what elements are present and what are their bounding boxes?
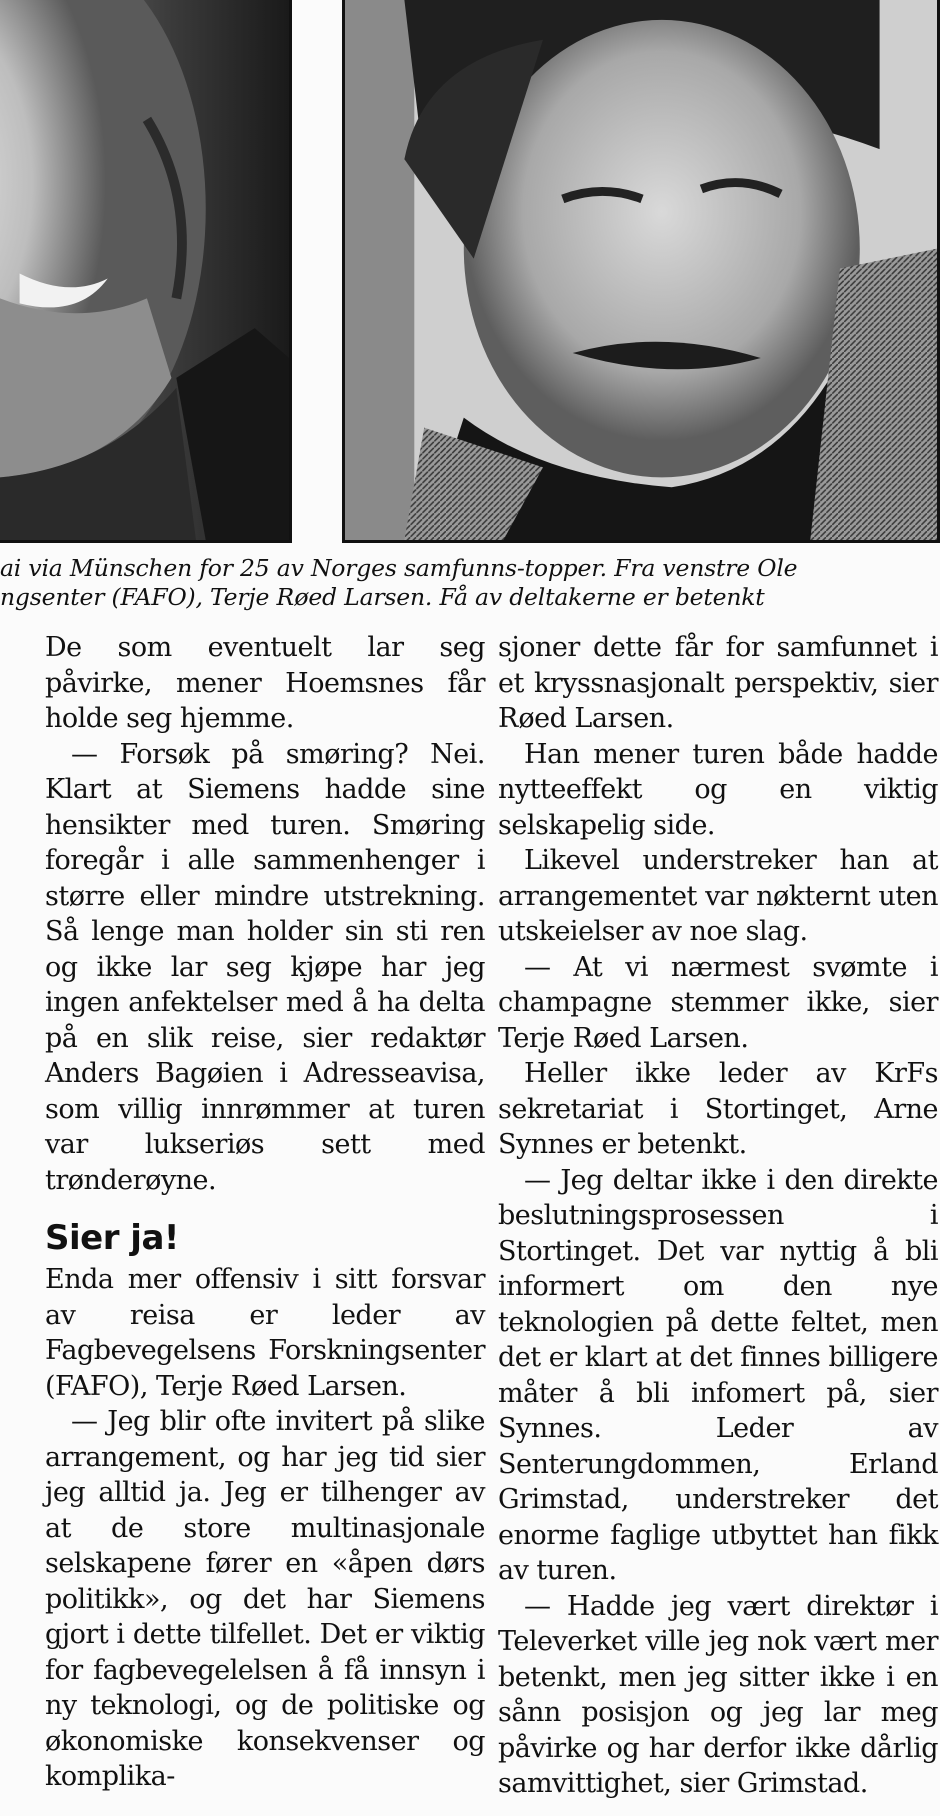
photo-caption-line: ai via Münschen for 25 av Norges samfunns-topper. Fra venstre Ole [0,554,798,582]
article-column-right [498,630,938,1802]
paragraph: sjoner dette får for samfunnet i et kryssnasjonalt perspektiv, sier Røed Larsen. [498,632,938,734]
paragraph: Likevel understreker han at arrangementet var nøkternt uten utskeielser av noe slag. [498,845,938,947]
photo-left-portrait [0,0,292,543]
paragraph: Han mener turen både hadde nytteeffekt og en viktig selskapelig side. [498,738,938,841]
photo-caption-line: ngsenter (FAFO), Terje Røed Larsen. Få av deltakerne er betenkt [0,583,765,611]
paragraph: — Jeg blir ofte invitert på slike arrangement, og har jeg tid sier jeg alltid ja. Jeg er tilhenger av at de store multinasjonale selskapene fører en «åpen dørs politikk», og det har Siemens gjort i dette tilfellet. Det er viktig for fagbevegelelsen å få innsyn i ny teknologi, og de politiske og økonomiske konsekvenser og komplika- [45,1406,485,1792]
paragraph: Enda mer offensiv i sitt forsvar av reisa er leder av Fagbevegelsens Forskningsenter (FAFO), Terje Røed Larsen. [45,1264,485,1402]
paragraph: — Hadde jeg vært direktør i Televerket ville jeg nok vært mer betenkt, men jeg sitter ikke i en sånn posisjon og jeg lar meg påvirke og har derfor ikke dårlig samvittighet, sier Grimstad. [498,1590,938,1799]
paragraph: Heller ikke leder av KrFs sekretariat i Stortinget, Arne Synnes er betenkt. [498,1058,938,1160]
paragraph: — Forsøk på smøring? Nei. Klart at Siemens hadde sine hensikter med turen. Smøring foregår i alle sammenhenger i større eller mindre utstrekning. Så lenge man holder sin sti ren og ikke lar seg kjøpe har jeg ingen anfektelser med å ha delta på en slik reise, sier redaktør Anders Bagøien i Adresseavisa, som villig innrømmer at turen var lukseriøs sett med trønderøyne. [45,738,485,1196]
paragraph: — Jeg deltar ikke i den direkte beslutningsprosessen i Stortinget. Det var nyttig å bli informert om den nye teknologien på dette feltet, men det er klart at det finnes billigere måter å bli infomert på, sier Synnes. Leder av Senterungdommen, Erland Grimstad, understreker det enorme faglige utbyttet han fikk av turen. [498,1164,938,1586]
portrait-image [345,0,937,540]
paragraph: De som eventuelt lar seg påvirke, mener Hoemsnes får holde seg hjemme. [45,632,485,734]
photo-right-portrait [342,0,940,543]
paragraph: — At vi nærmest svømte i champagne stemmer ikke, sier Terje Røed Larsen. [498,951,938,1054]
portrait-image [0,0,289,540]
subheading: Sier ja! [45,1218,179,1258]
article-column-left [45,630,485,1795]
